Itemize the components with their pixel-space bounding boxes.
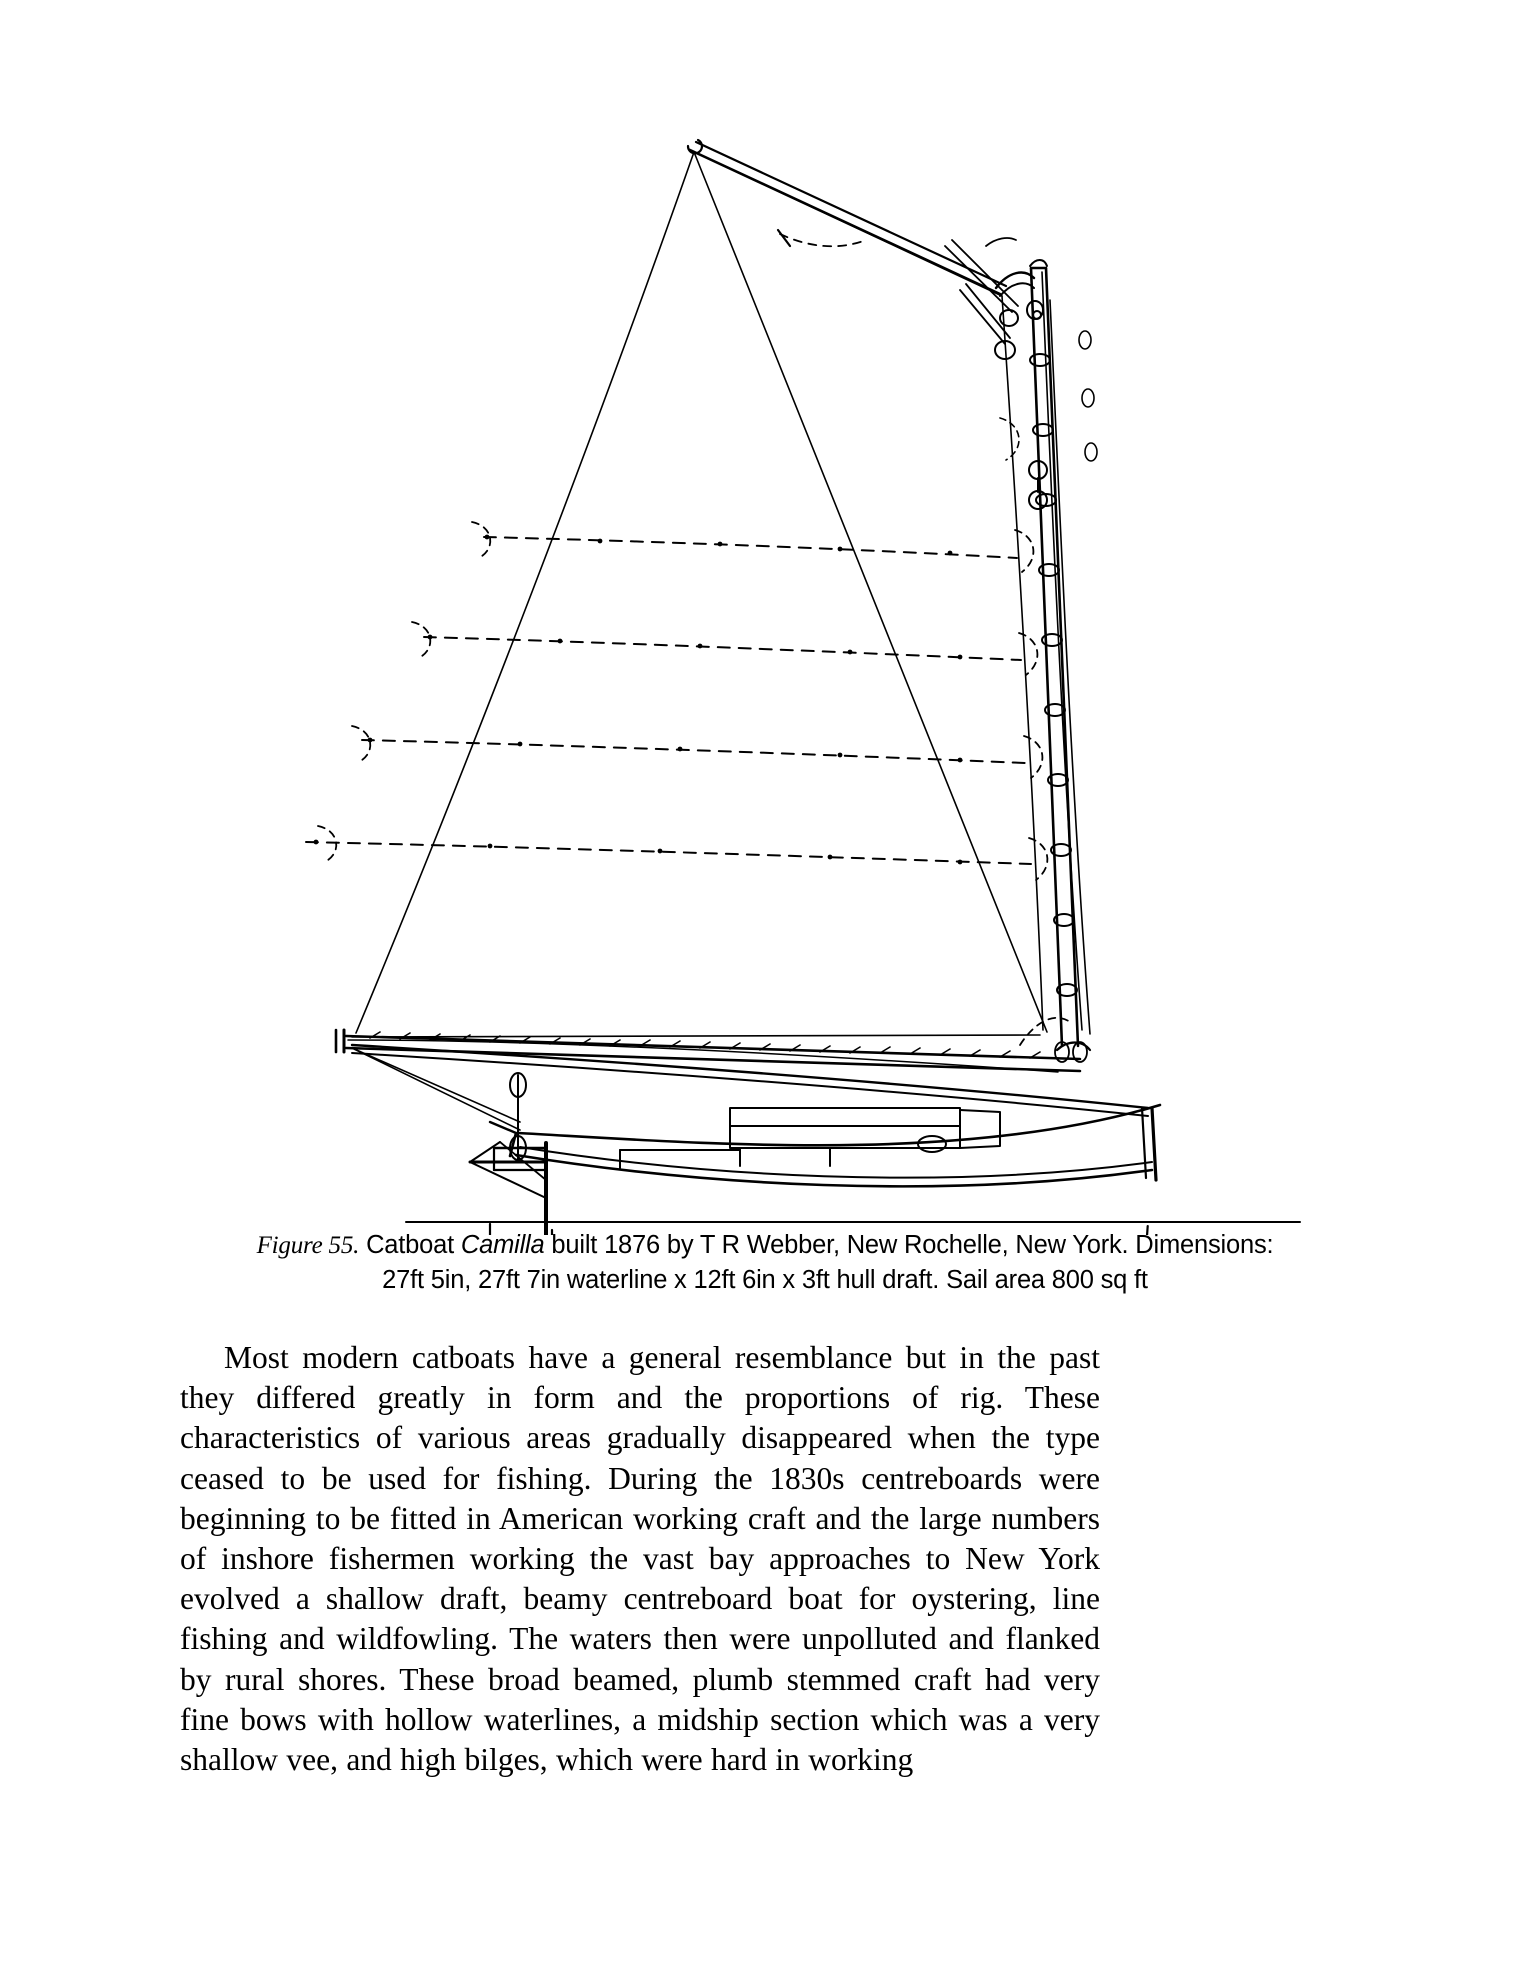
mainsail-outline <box>352 152 1047 1037</box>
gaff-rigging <box>945 238 1018 344</box>
body-paragraph: Most modern catboats have a general resemblance but in the past they differed greatly in form and the proportions of rig. These characteristics of various areas gradually disappeared when the type ceased to be used for fishing. During the 1830s centreboards were beginning to be fitted in American working craft and the large numbers of inshore fishermen working the vast bay approaches to New York evolved a shallow draft, beamy centreboard boat for oystering, line fishing and wildfowling. The waters then were unpolluted and flanked by rural shores. These broad beamed, plumb stemmed craft had very fine bows with hollow waterlines, a midship section which was a very shallow vee, and high bilges, which were hard in working <box>180 1340 1100 1778</box>
boom-downhaul-rigging <box>352 1048 520 1130</box>
hull-profile <box>490 1105 1160 1186</box>
boat-name: Camilla <box>460 1231 545 1259</box>
deck-sheer-line <box>352 1045 1148 1116</box>
cockpit-coaming <box>620 1108 1000 1168</box>
reef-points <box>314 535 963 865</box>
gaff-spar <box>688 140 1034 296</box>
reef-cringles-luff <box>318 522 490 860</box>
luff-detail-arcs <box>1000 418 1019 460</box>
figure-number-label: Figure 55. <box>256 1232 360 1259</box>
reef-bands <box>306 537 1031 864</box>
body-text-block <box>180 1338 1100 1780</box>
caption-dimensions-line: 27ft 5in, 27ft 7in waterline x 12ft 6in x 3ft hull draft. Sail area 800 sq ft <box>382 1266 1148 1294</box>
caption-text-after-name: built 1876 by T R Webber, New Rochelle, New York. Dimensions: <box>544 1231 1274 1259</box>
figure-caption <box>175 1228 1355 1298</box>
caption-text-before-name: Catboat <box>359 1231 461 1259</box>
